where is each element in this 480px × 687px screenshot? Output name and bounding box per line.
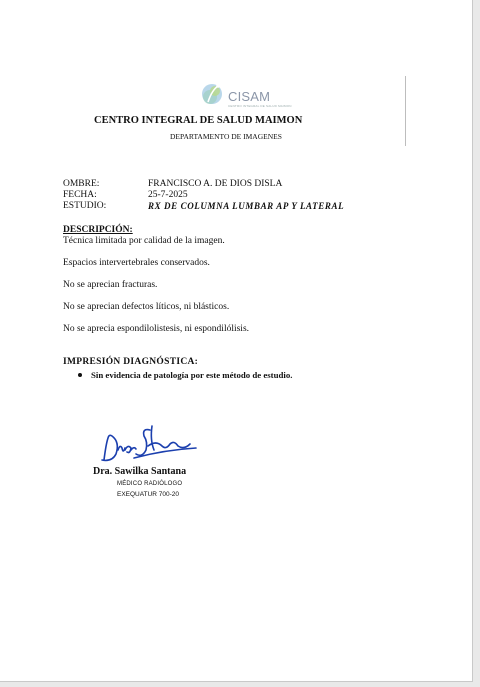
name-label: OMBRE: [63, 179, 100, 189]
logo-tagline: CENTRO INTEGRAL DE SALUD MAIMON [228, 104, 292, 108]
handwritten-signature [94, 420, 202, 468]
doctor-role: MÉDICO RADIÓLOGO [117, 481, 183, 487]
date-label: FECHA: [63, 190, 97, 200]
department-name: DEPARTAMENTO DE IMAGENES [170, 132, 282, 141]
description-line: No se aprecian defectos líticos, ni blásticos. [63, 302, 230, 312]
margin-guide-line [405, 76, 406, 146]
doctor-exequatur: EXEQUATUR 700-20 [117, 491, 180, 498]
impression-item-text: Sin evidencia de patología por este método de estudio. [91, 370, 293, 380]
description-line: Espacios intervertebrales conservados. [63, 258, 210, 268]
description-line: No se aprecia espondilolistesis, ni espondilólisis. [63, 324, 250, 334]
impression-heading: IMPRESIÓN DIAGNÓSTICA: [63, 357, 199, 367]
logo-text: CISAM [228, 89, 271, 104]
description-line: Técnica limitada por calidad de la imagen. [63, 236, 225, 246]
impression-item [78, 370, 292, 380]
date-value: 25-7-2025 [148, 190, 188, 200]
study-label: ESTUDIO: [63, 201, 107, 211]
description-line: No se aprecian fracturas. [63, 280, 158, 290]
doctor-name: Dra. Sawilka Santana [93, 466, 187, 477]
organization-title: CENTRO INTEGRAL DE SALUD MAIMON [94, 115, 303, 126]
study-value: RX DE COLUMNA LUMBAR AP Y LATERAL [148, 201, 345, 211]
description-heading: DESCRIPCIÓN: [63, 225, 133, 235]
bullet-icon [78, 373, 82, 377]
name-value: FRANCISCO A. DE DIOS DISLA [148, 179, 283, 189]
